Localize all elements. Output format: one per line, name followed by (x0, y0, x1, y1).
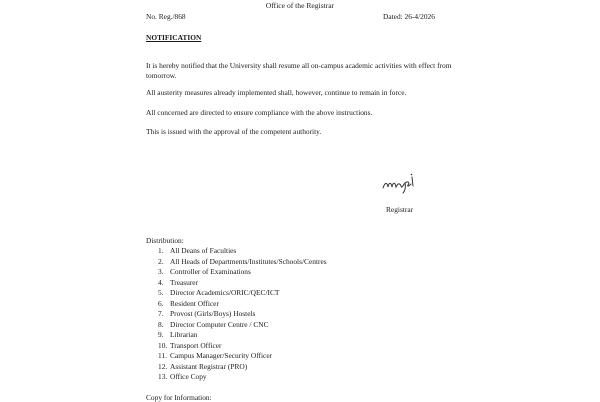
list-item: 5. Director Academics/ORIC/QEC/ICT (158, 288, 280, 297)
date: Dated: 26-4/2026 (383, 12, 435, 21)
notification-paragraph: This is issued with the approval of the competent authority. (146, 127, 322, 136)
notification-paragraph: All concerned are directed to ensure compliance with the above instructions. (146, 108, 373, 117)
notification-paragraph: All austerity measures already implemented shall, however, continue to remain in force. (146, 88, 407, 97)
signature-icon (381, 172, 421, 194)
list-item: 7. Provost (Girls/Boys) Hostels (158, 309, 256, 318)
list-item: 3. Controller of Examinations (158, 267, 251, 276)
list-item: 2. All Heads of Departments/Institutes/Schools/Centres (158, 256, 327, 266)
list-item: 6. Resident Officer (158, 298, 219, 308)
office-heading: Office of the Registrar (265, 1, 335, 10)
notification-paragraph: It is hereby notified that the University shall resume all on-campus academic activities with effect from tomorrow. (146, 61, 452, 80)
list-item: 4. Treasurer (158, 277, 199, 287)
list-item: 12. Assistant Registrar (PRO) (158, 361, 248, 371)
signatory-title: Registrar (386, 205, 414, 214)
distribution-label: Distribution: (146, 236, 184, 245)
copy-for-information-label: Copy for Information: (146, 393, 212, 402)
list-item: 11. Campus Manager/Security Officer (158, 351, 273, 360)
list-item: 1. All Deans of Faculties (158, 246, 237, 255)
list-item: 8. Director Computer Centre / CNC (158, 319, 269, 329)
reference-number: No. Reg./868 (146, 12, 186, 21)
notification-title: NOTIFICATION (146, 33, 202, 42)
distribution-list (158, 246, 327, 383)
list-item: 10. Transport Officer (158, 340, 222, 350)
list-item: 13. Office Copy (158, 372, 207, 381)
list-item: 9. Librarian (158, 330, 198, 339)
